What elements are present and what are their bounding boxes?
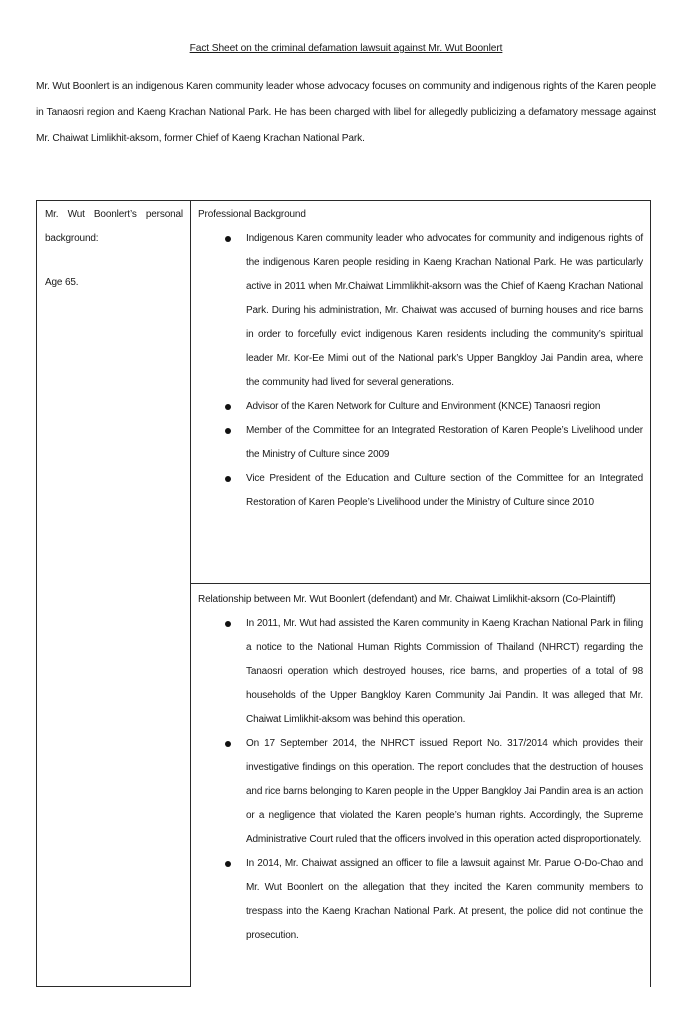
list-item: Advisor of the Karen Network for Culture and Environment (KNCE) Tanaosri region [246, 395, 643, 419]
list-item: Indigenous Karen community leader who advocates for community and indigenous rights of the indigenous Karen people residing in Kaeng Krachan National Park. He was particularly active in 2011 when Mr.Chaiwat Limmlikhit-aksorn was the Chief of Kaeng Krachan National Park. During his administration, Mr. Chaiwat was accused of burning houses and rice barns in order to forcefully evict indigenous Karen residents including the community’s spiritual leader Mr. Kor-Ee Mimi out of the National park’s Upper Bangkloy Jai Pandin area, where the community had lived for several generations. [246, 227, 643, 395]
age-text: Age 65. [45, 277, 79, 288]
relationship-list [198, 612, 643, 948]
list-item: In 2014, Mr. Chaiwat assigned an officer to file a lawsuit against Mr. Parue O-Do-Chao and Mr. Wut Boonlert on the allegation that they incited the Karen community members to trespass into the Kaeng Krachan National Park. At present, the police did not continue the prosecution. [246, 852, 643, 948]
professional-background-cell [191, 201, 651, 584]
fact-table [36, 200, 651, 987]
personal-background-label: Mr. Wut Boonlert’s personal background: [45, 209, 183, 244]
table-row [37, 201, 651, 584]
professional-background-heading: Professional Background [198, 209, 306, 220]
intro-paragraph: Mr. Wut Boonlert is an indigenous Karen community leader whose advocacy focuses on community and indigenous rights of the Karen people in Tanaosri region and Kaeng Krachan National Park. He has been charged with libel for allegedly publicizing a defamatory message against Mr. Chaiwat Limlikhit-aksom, former Chief of Kaeng Krachan National Park. [36, 81, 656, 144]
relationship-cell [191, 584, 651, 987]
personal-background-cell [37, 201, 191, 987]
professional-background-list [198, 227, 643, 515]
relationship-heading: Relationship between Mr. Wut Boonlert (defendant) and Mr. Chaiwat Limlikhit-aksorn (Co-Plaintiff) [198, 594, 616, 605]
list-item: In 2011, Mr. Wut had assisted the Karen community in Kaeng Krachan National Park in filing a notice to the National Human Rights Commission of Thailand (NHRCT) regarding the Tanaosri operation which destroyed houses, rice barns, and properties of a total of 98 households of the Upper Bangkloy Karen Community Jai Pandin. It was alleged that Mr. Chaiwat Limlikhit-aksom was behind this operation. [246, 612, 643, 732]
document-title: Fact Sheet on the criminal defamation lawsuit against Mr. Wut Boonlert [189, 43, 503, 54]
list-item: Member of the Committee for an Integrated Restoration of Karen People’s Livelihood under the Ministry of Culture since 2009 [246, 419, 643, 467]
list-item: On 17 September 2014, the NHRCT issued Report No. 317/2014 which provides their investigative findings on this operation. The report concludes that the destruction of houses and rice barns belonging to Karen people in the Upper Bangkloy Jai Pandin area is an action or a negligence that violated the Karen people’s human rights. Accordingly, the Supreme Administrative Court ruled that the officers involved in this operation acted disproportionately. [246, 732, 643, 852]
list-item: Vice President of the Education and Culture section of the Committee for an Integrated Restoration of Karen People’s Livelihood under the Ministry of Culture since 2010 [246, 467, 643, 515]
